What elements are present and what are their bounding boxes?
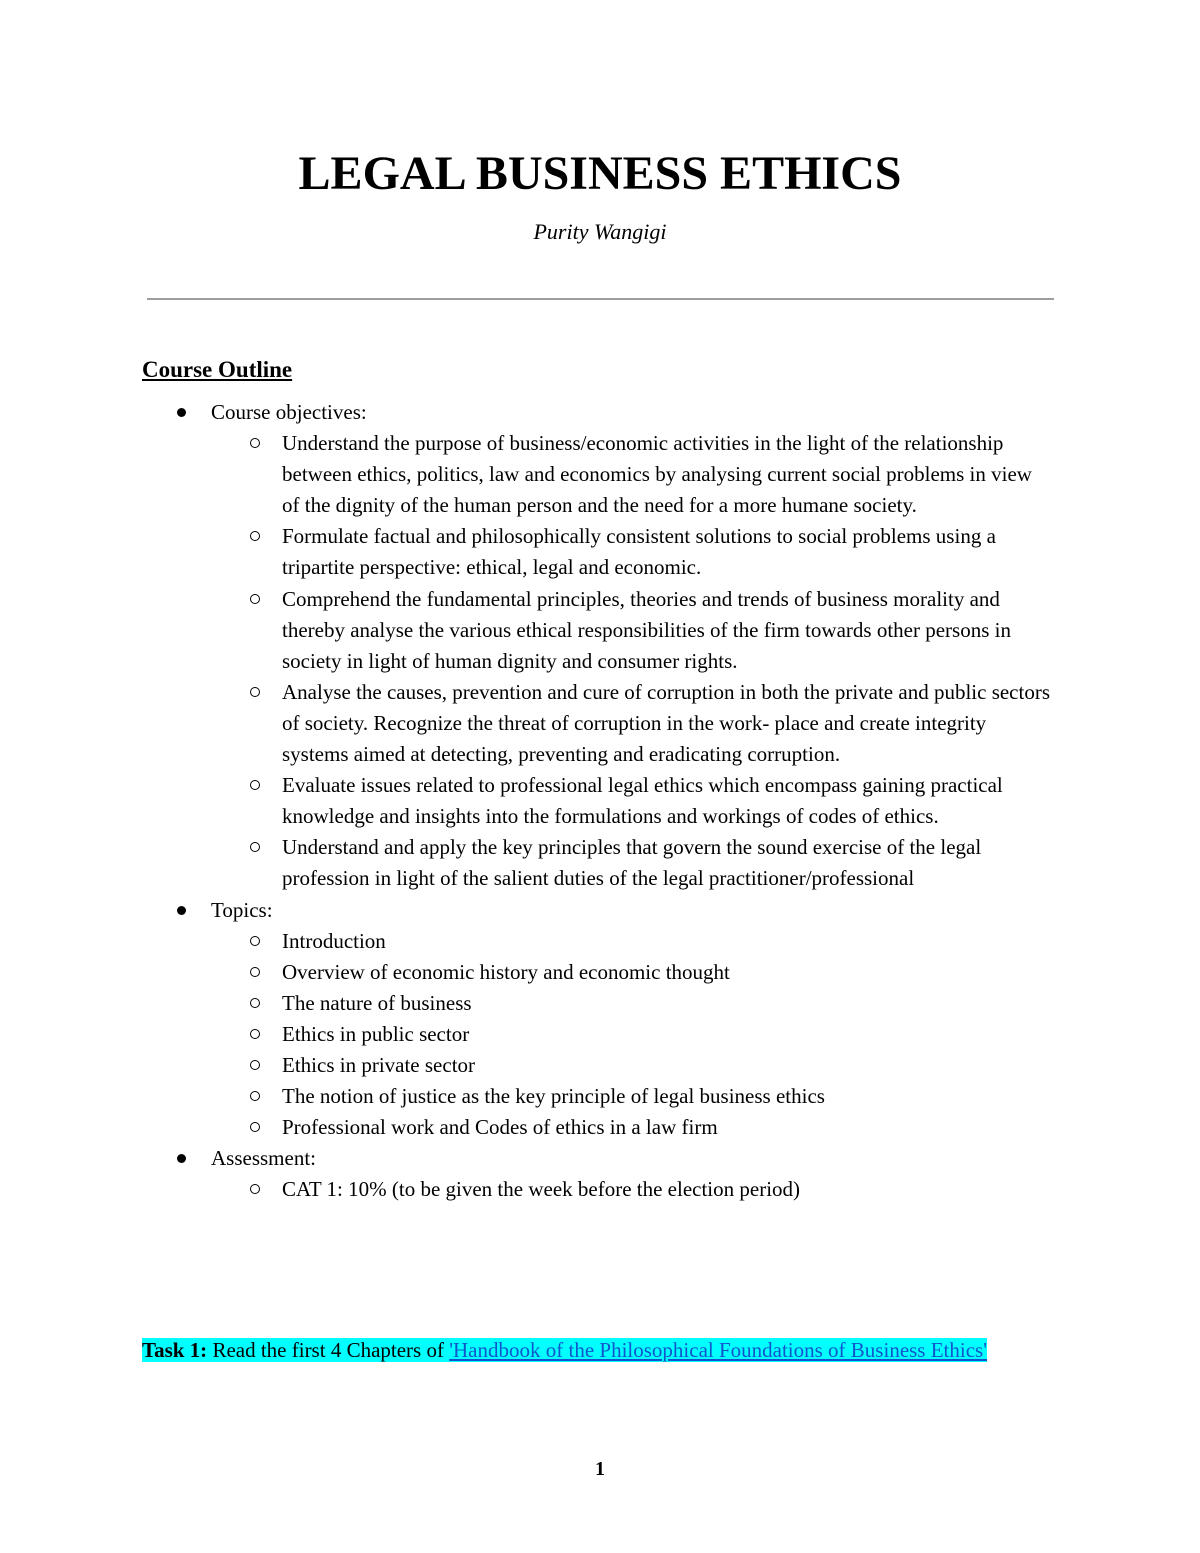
list-item-text: Ethics in private sector (282, 1052, 476, 1077)
list-item (142, 926, 1052, 957)
list-item-text: Understand the purpose of business/economic activities in the light of the relationship between ethics, politics, law and economics by analysing current social problems in view of the dignity of the human person and the need for a more humane society. (282, 431, 1032, 518)
hollow-bullet-icon (250, 1091, 260, 1101)
document-title: LEGAL BUSINESS ETHICS (298, 147, 902, 200)
list-item-text: Comprehend the fundamental principles, theories and trends of business morality and thereby analyse the various ethical responsibilities of the firm towards other persons in society in light of human dignity and consumer rights. (282, 586, 1011, 673)
hollow-bullet-icon (250, 687, 260, 697)
list-item-text: Understand and apply the key principles that govern the sound exercise of the legal profession in light of the salient duties of the legal practitioner/professional (282, 835, 982, 891)
outline-section-objectives (142, 397, 1052, 895)
objectives-list (211, 428, 1052, 894)
hollow-bullet-icon (250, 594, 260, 604)
list-item (142, 428, 1052, 521)
list-item-text: The notion of justice as the key principle of legal business ethics (282, 1084, 825, 1109)
outline-top-list (142, 397, 1052, 1205)
hollow-bullet-icon (250, 1029, 260, 1039)
task-highlight (142, 1338, 987, 1362)
hollow-bullet-icon (250, 967, 260, 977)
list-item-text: Overview of economic history and economic thought (282, 959, 730, 984)
list-item (142, 988, 1052, 1019)
topics-list (211, 926, 1052, 1144)
list-item-text: Professional work and Codes of ethics in a law firm (282, 1115, 718, 1140)
page-number: 1 (595, 1458, 605, 1480)
filled-bullet-icon (177, 906, 186, 915)
list-item (142, 832, 1052, 894)
outline-section-label: Course objectives: (211, 400, 367, 424)
list-item (142, 770, 1052, 832)
list-item-text: Evaluate issues related to professional legal ethics which encompass gaining practical knowledge and insights into the formulations and workings of codes of ethics. (282, 773, 1003, 829)
list-item (142, 1050, 1052, 1081)
list-item-text: Introduction (282, 928, 386, 953)
document-author: Purity Wangigi (533, 219, 667, 244)
list-item (142, 1112, 1052, 1143)
handbook-link[interactable]: 'Handbook of the Philosophical Foundations of Business Ethics' (449, 1338, 988, 1362)
outline-section-label: Assessment: (211, 1146, 316, 1171)
list-item (142, 1174, 1052, 1205)
list-item-text: CAT 1: 10% (to be given the week before the election period) (282, 1177, 801, 1202)
assessment-list (211, 1174, 1052, 1205)
section-heading: Course Outline (142, 357, 293, 382)
hollow-bullet-icon (250, 936, 260, 946)
course-outline-list (142, 397, 1052, 1205)
outline-section-topics (142, 895, 1052, 1144)
task-paragraph (142, 1335, 1042, 1367)
list-item-text: The nature of business (282, 990, 472, 1015)
list-item (142, 1019, 1052, 1050)
list-item-text: Analyse the causes, prevention and cure of corruption in both the private and public sectors of society. Recognize the threat of corruption in the work- place and create integrity systems aimed at detecting, preventing and eradicating corruption. (282, 679, 1051, 767)
list-item (142, 677, 1052, 770)
list-item (142, 957, 1052, 988)
filled-bullet-icon (177, 1154, 186, 1163)
outline-section-assessment (142, 1143, 1052, 1205)
list-item (142, 521, 1052, 583)
list-item (142, 584, 1052, 677)
hollow-bullet-icon (250, 1060, 260, 1070)
task-text: Read the first 4 Chapters of (207, 1338, 450, 1362)
hollow-bullet-icon (250, 998, 260, 1008)
filled-bullet-icon (177, 408, 186, 417)
outline-section-label: Topics: (211, 897, 273, 922)
list-item-text: Formulate factual and philosophically consistent solutions to social problems using a tripartite perspective: ethical, legal and economic. (282, 524, 996, 580)
horizontal-divider (147, 298, 1054, 300)
task-label: Task 1: (142, 1338, 208, 1362)
list-item (142, 1081, 1052, 1112)
list-item-text: Ethics in public sector (282, 1021, 470, 1046)
